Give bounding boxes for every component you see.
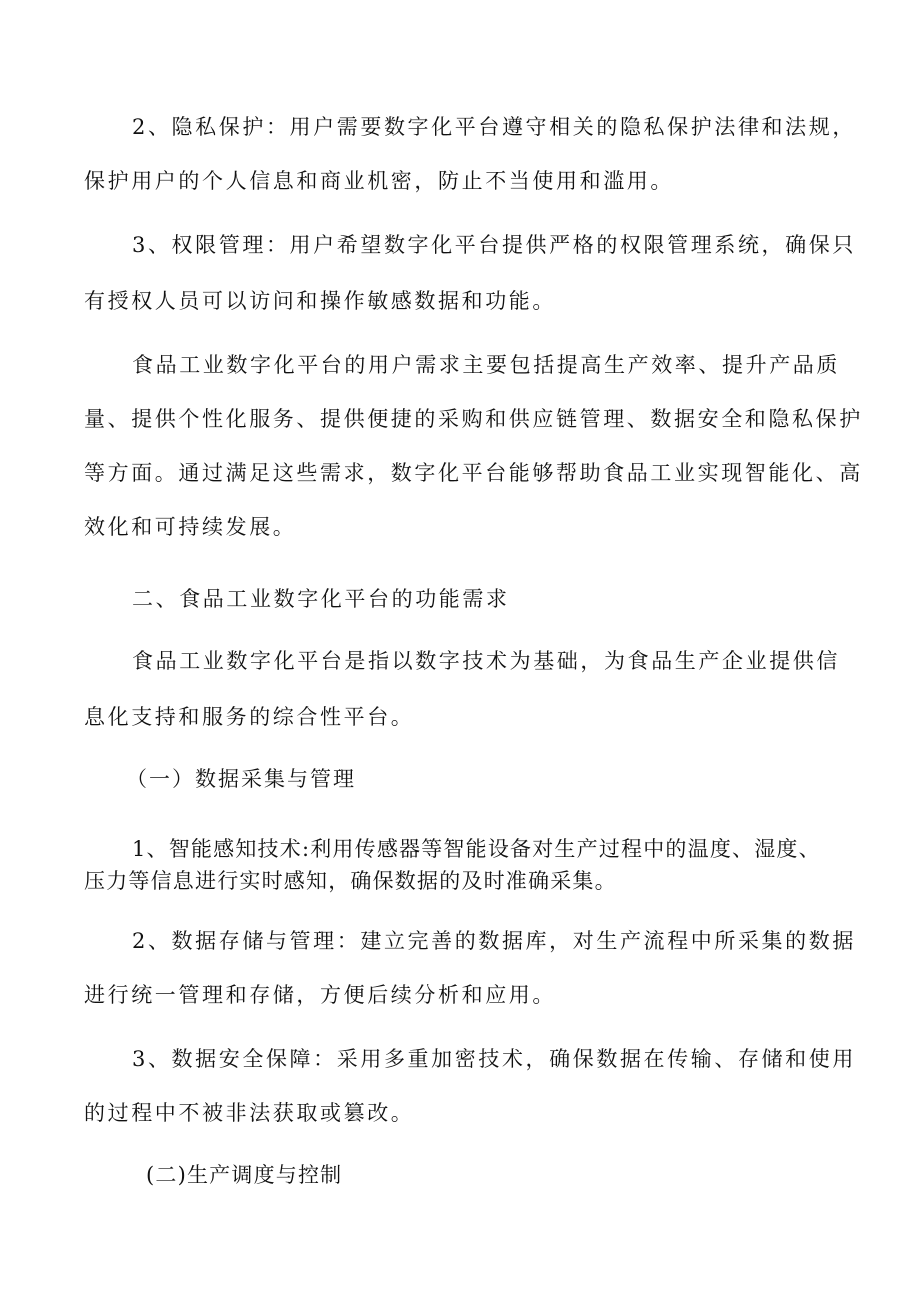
paragraph-line: 食品工业数字化平台是指以数字技术为基础，为食品生产企业提供信 bbox=[132, 649, 840, 673]
subsection-heading: (二)生产调度与控制 bbox=[146, 1163, 343, 1187]
paragraph-line: 2、数据存储与管理：建立完善的数据库，对生产流程中所采集的数据 bbox=[132, 929, 856, 953]
paragraph-line: 的过程中不被非法获取或篡改。 bbox=[84, 1101, 415, 1125]
paragraph-line: 3、数据安全保障：采用多重加密技术，确保数据在传输、存储和使用 bbox=[132, 1047, 856, 1071]
paragraph-line: 食品工业数字化平台的用户需求主要包括提高生产效率、提升产品质 bbox=[132, 353, 840, 377]
paragraph-line: 保护用户的个人信息和商业机密，防止不当使用和滥用。 bbox=[84, 169, 674, 193]
subsection-heading: （一）数据采集与管理 bbox=[126, 767, 356, 791]
paragraph-line: 1、智能感知技术:利用传感器等智能设备对生产过程中的温度、湿度、 bbox=[132, 837, 821, 861]
paragraph-line: 量、提供个性化服务、提供便捷的采购和供应链管理、数据安全和隐私保护 bbox=[84, 407, 863, 431]
paragraph-line: 进行统一管理和存储，方便后续分析和应用。 bbox=[84, 983, 556, 1007]
paragraph-line: 等方面。通过满足这些需求，数字化平台能够帮助食品工业实现智能化、高 bbox=[84, 461, 863, 485]
paragraph-line: 效化和可持续发展。 bbox=[84, 515, 297, 539]
section-heading: 二、食品工业数字化平台的功能需求 bbox=[132, 587, 510, 611]
paragraph-line: 有授权人员可以访问和操作敏感数据和功能。 bbox=[84, 289, 556, 313]
paragraph-line: 3、权限管理：用户希望数字化平台提供严格的权限管理系统，确保只 bbox=[132, 233, 856, 257]
paragraph-line: 2、隐私保护：用户需要数字化平台遵守相关的隐私保护法律和法规， bbox=[132, 115, 856, 139]
paragraph-line: 压力等信息进行实时感知，确保数据的及时准确采集。 bbox=[84, 869, 617, 893]
paragraph-line: 息化支持和服务的综合性平台。 bbox=[84, 705, 415, 729]
